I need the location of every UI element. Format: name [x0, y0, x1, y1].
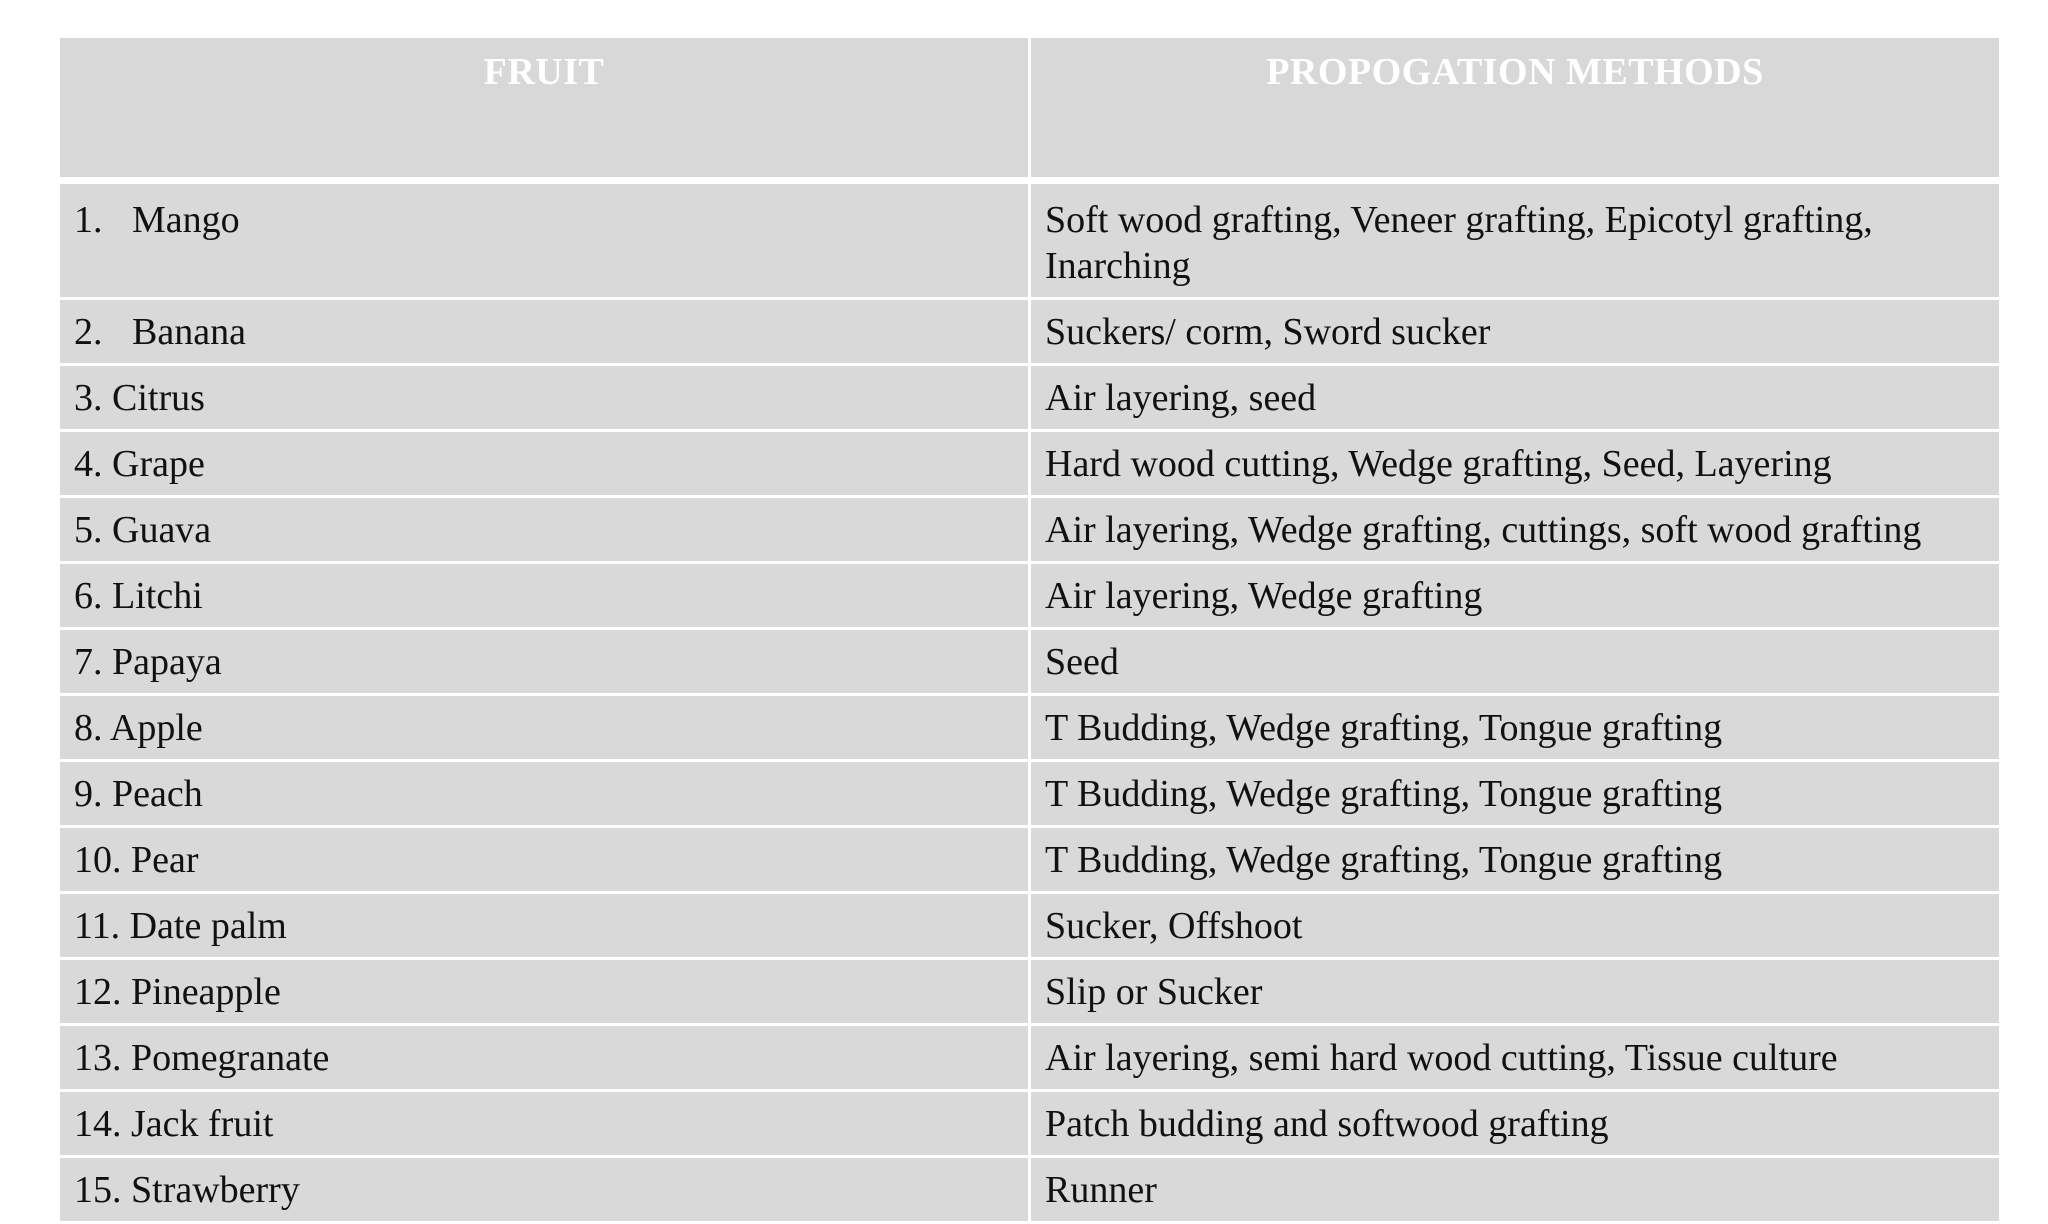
fruit-cell: [59, 1156, 1030, 1222]
methods-cell: Air layering, semi hard wood cutting, Tissue culture: [1030, 1024, 2001, 1090]
row-number: 9.: [74, 772, 103, 815]
table-row: [59, 760, 2001, 826]
table-row: [59, 1090, 2001, 1156]
fruit-name: Citrus: [112, 376, 205, 419]
row-number: 10.: [74, 838, 122, 881]
table-row: [59, 1156, 2001, 1222]
table-header: [59, 38, 2001, 180]
row-number: 12.: [74, 970, 122, 1013]
row-number: 14.: [74, 1102, 122, 1145]
methods-cell: Suckers/ corm, Sword sucker: [1030, 298, 2001, 364]
fruit-name: Jack fruit: [131, 1102, 274, 1145]
row-number: 3.: [74, 376, 103, 419]
fruit-name: Pineapple: [131, 970, 281, 1013]
table-row: [59, 496, 2001, 562]
fruit-cell: [59, 1090, 1030, 1156]
fruit-name: Papaya: [112, 640, 222, 683]
table-body: [59, 180, 2001, 1222]
table-row: [59, 958, 2001, 1024]
row-number: 5.: [74, 508, 103, 551]
row-number: 8.: [74, 706, 103, 749]
fruit-cell: [59, 430, 1030, 496]
fruit-cell: [59, 694, 1030, 760]
methods-cell: Air layering, Wedge grafting, cuttings, soft wood grafting: [1030, 496, 2001, 562]
row-number: 15.: [74, 1168, 122, 1211]
fruit-name: Pear: [131, 838, 199, 881]
table-row: [59, 1024, 2001, 1090]
fruit-cell: [59, 1024, 1030, 1090]
methods-cell: Slip or Sucker: [1030, 958, 2001, 1024]
fruit-cell: [59, 826, 1030, 892]
fruit-name: Apple: [109, 706, 203, 749]
methods-cell: Sucker, Offshoot: [1030, 892, 2001, 958]
fruit-name: Strawberry: [131, 1168, 300, 1211]
fruit-name: Banana: [132, 310, 246, 353]
methods-cell: T Budding, Wedge grafting, Tongue grafting: [1030, 826, 2001, 892]
row-number: 2.: [74, 310, 103, 353]
table-row: [59, 364, 2001, 430]
methods-cell: Runner: [1030, 1156, 2001, 1222]
header-propagation-methods: PROPOGATION METHODS: [1030, 38, 2001, 180]
fruit-name: Guava: [112, 508, 212, 551]
fruit-cell: [59, 562, 1030, 628]
header-row: [59, 38, 2001, 180]
fruit-cell: [59, 892, 1030, 958]
fruit-name: Peach: [112, 772, 203, 815]
table-row: [59, 892, 2001, 958]
table-row: [59, 628, 2001, 694]
row-number: 6.: [74, 574, 103, 617]
methods-cell: T Budding, Wedge grafting, Tongue grafting: [1030, 760, 2001, 826]
methods-cell: Hard wood cutting, Wedge grafting, Seed, Layering: [1030, 430, 2001, 496]
row-number: 1.: [74, 198, 103, 241]
fruit-cell: [59, 180, 1030, 298]
methods-cell: Patch budding and softwood grafting: [1030, 1090, 2001, 1156]
table-row: [59, 694, 2001, 760]
fruit-cell: [59, 760, 1030, 826]
fruit-name: Grape: [112, 442, 205, 485]
row-number: 13.: [74, 1036, 122, 1079]
table-row: [59, 562, 2001, 628]
row-number: 4.: [74, 442, 103, 485]
fruit-cell: [59, 496, 1030, 562]
fruit-propagation-table: [57, 38, 2002, 1224]
fruit-cell: [59, 628, 1030, 694]
fruit-cell: [59, 364, 1030, 430]
fruit-name: Litchi: [112, 574, 203, 617]
methods-cell: Soft wood grafting, Veneer grafting, Epicotyl grafting, Inarching: [1030, 180, 2001, 298]
fruit-name: Mango: [132, 198, 240, 241]
methods-cell: Seed: [1030, 628, 2001, 694]
fruit-cell: [59, 958, 1030, 1024]
table-row: [59, 298, 2001, 364]
fruit-name: Date palm: [129, 904, 287, 947]
fruit-name: Pomegranate: [131, 1036, 330, 1079]
fruit-cell: [59, 298, 1030, 364]
methods-cell: Air layering, seed: [1030, 364, 2001, 430]
table-row: [59, 826, 2001, 892]
row-number: 11.: [74, 904, 121, 947]
methods-cell: T Budding, Wedge grafting, Tongue grafting: [1030, 694, 2001, 760]
header-fruit: FRUIT: [59, 38, 1030, 180]
row-number: 7.: [74, 640, 103, 683]
table-row: [59, 430, 2001, 496]
table-row: [59, 180, 2001, 298]
methods-cell: Air layering, Wedge grafting: [1030, 562, 2001, 628]
